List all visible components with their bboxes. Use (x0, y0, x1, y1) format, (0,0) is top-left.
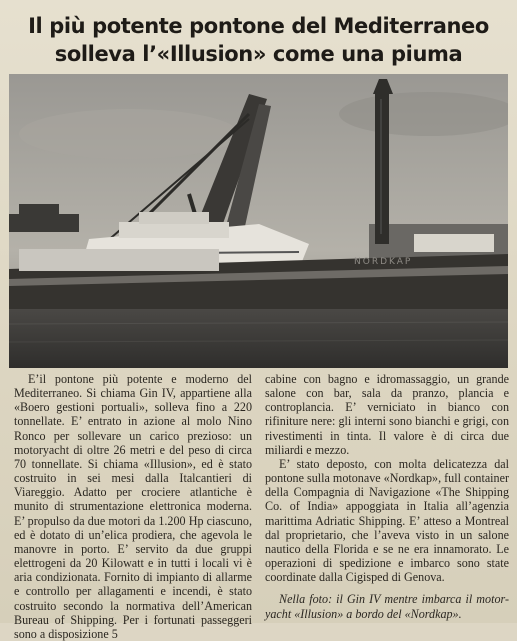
water (9, 309, 508, 368)
photo-caption: Nella foto: il Gin IV mentre imbarca il motor-yacht «Illusion» a bordo del «Nordkap». (265, 592, 509, 621)
article-photo (9, 74, 508, 368)
pontoon-lifting-yacht-photo (9, 74, 508, 368)
article-paragraph-1: E’il pontone più potente e moderno del Mediterraneo. Si chiama Gin IV, appartiene alla «Boero gestioni portuali», solleva fino a 220 tonnellate. E’ entrato in azione al molo Nino Ronco per sollevare un carico prezioso: un motoryacht di oltre 26 metri e del peso di circa 70 tonnellate. Si chiama «Illusion», ed è stato costruito in sei mesi dalla Italcantieri di Viareggio. Adatto per crociere atlantiche è munito di strumentazione elettronica moderna. E’ propulso da due motori da 1.200 Hp ciascuno, ed è dotato di un’elica prodiera, che agevola le manovre in porto. E’ servito da due gruppi elettrogeni da 20 Kilowatt e in tutti i locali vi è aria condizionata. Fornito di impianto di allarme e controllo per allagamenti e incendi, è stato costruito secondo la normativa dell’American Bureau of Shipping. Per i fortunati passeggeri sono a disposizione 5 (14, 372, 252, 641)
article-column-2 (265, 372, 509, 621)
ship-hull-name: NORDKAP (354, 257, 413, 267)
headline-line-1: Il più potente pontone del Mediterraneo (28, 14, 489, 38)
article-column-1 (14, 372, 252, 641)
article-paragraph-3: E’ stato deposto, con molta delicatezza dal pontone sulla motonave «Nordkap», full container della Compagnia di Navigazione «The Shipping Co. of India» appoggiata in Italia all’agenzia marittima Adriatic Shipping. E’ atteso a Montreal dal proprietario, che l’aveva visto in un salone nautico della Florida e se ne era innamorato. Le operazioni di spedizione e imbarco sono state coordinate dalla Cigisped di Genova. (265, 456, 509, 585)
headline-line-2: solleva l’«Illusion» come una piuma (54, 42, 463, 66)
article-paragraph-2: cabine con bagno e idromassaggio, un grande salone con bar, sala da pranzo, plancia e controplancia. E’ verniciato in bianco con rifiniture nere: gli interni sono bianchi e grigi, con rivestimenti in tinta. Il valore è di circa due miliardi e mezzo. (265, 372, 509, 457)
